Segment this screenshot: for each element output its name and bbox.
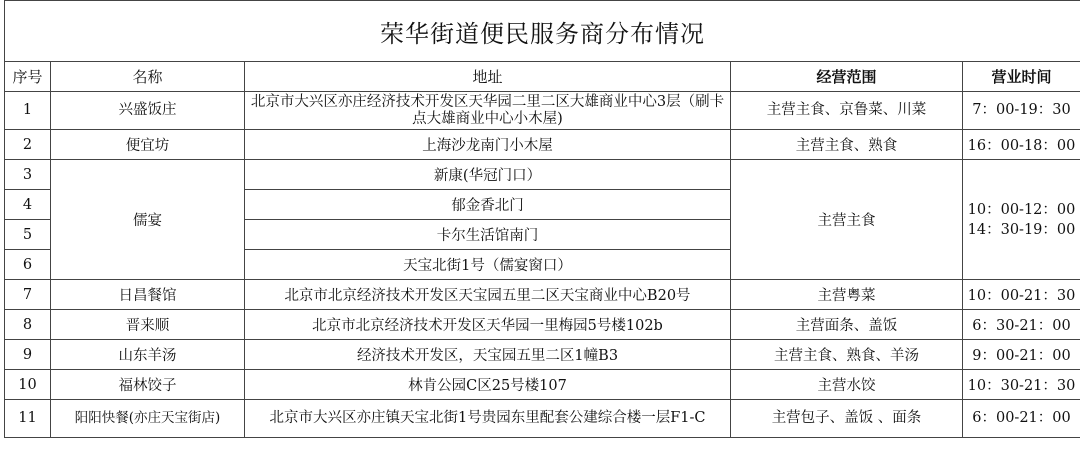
cell-address: 天宝北街1号（儒宴窗口） [245,250,731,280]
cell-address: 北京市大兴区亦庄镇天宝北街1号贵园东里配套公建综合楼一层F1-C [245,400,731,438]
cell-no: 7 [5,280,51,310]
header-row [5,62,1080,92]
cell-address: 北京市北京经济技术开发区天华园一里梅园5号楼102b [245,310,731,340]
cell-address: 卡尔生活馆南门 [245,220,731,250]
cell-name: 日昌餐馆 [51,280,245,310]
table-row [5,92,1080,130]
cell-hours: 10：30-21：30 [963,370,1080,400]
cell-name: 阳阳快餐(亦庄天宝街店) [51,400,245,438]
cell-no: 4 [5,190,51,220]
cell-name: 山东羊汤 [51,340,245,370]
cell-address: 新康(华冠门口） [245,160,731,190]
cell-no: 1 [5,92,51,130]
cell-address: 郁金香北门 [245,190,731,220]
cell-name: 晋来顺 [51,310,245,340]
cell-scope: 主营主食 [731,160,963,280]
table-row [5,310,1080,340]
cell-hours: 16：00-18：00 [963,130,1080,160]
table-row [5,130,1080,160]
table-row [5,280,1080,310]
cell-no: 10 [5,370,51,400]
header-no: 序号 [5,62,51,92]
header-name: 名称 [51,62,245,92]
cell-no: 2 [5,130,51,160]
table-row [5,160,1080,190]
cell-scope: 主营主食、熟食、羊汤 [731,340,963,370]
cell-no: 3 [5,160,51,190]
cell-address: 上海沙龙南门小木屋 [245,130,731,160]
header-scope: 经营范围 [731,62,963,92]
table-row [5,340,1080,370]
header-address: 地址 [245,62,731,92]
header-hours: 营业时间 [963,62,1080,92]
vendor-table [4,0,1080,438]
cell-name: 福林饺子 [51,370,245,400]
cell-scope: 主营包子、盖饭 、面条 [731,400,963,438]
cell-no: 11 [5,400,51,438]
cell-hours: 7：00-19：30 [963,92,1080,130]
cell-address: 北京市北京经济技术开发区天宝园五里二区天宝商业中心B20号 [245,280,731,310]
table-row [5,400,1080,438]
cell-scope: 主营主食、京鲁菜、川菜 [731,92,963,130]
cell-hours: 9：00-21：00 [963,340,1080,370]
table-row [5,370,1080,400]
cell-no: 6 [5,250,51,280]
cell-address: 北京市大兴区亦庄经济技术开发区天华园二里二区大雄商业中心3层（刷卡点大雄商业中心小木屋) [245,92,731,130]
cell-hours: 6：00-21：00 [963,400,1080,438]
cell-no: 5 [5,220,51,250]
cell-no: 9 [5,340,51,370]
cell-scope: 主营面条、盖饭 [731,310,963,340]
cell-name: 兴盛饭庄 [51,92,245,130]
cell-name: 便宜坊 [51,130,245,160]
cell-address: 林肯公园C区25号楼107 [245,370,731,400]
cell-hours: 10：00-12：00 14：30-19：00 [963,160,1080,280]
cell-address: 经济技术开发区，天宝园五里二区1幢B3 [245,340,731,370]
cell-scope: 主营水饺 [731,370,963,400]
cell-name: 儒宴 [51,160,245,280]
cell-hours: 10：00-21：30 [963,280,1080,310]
cell-no: 8 [5,310,51,340]
page-title: 荣华街道便民服务商分布情况 [5,1,1080,62]
cell-scope: 主营主食、熟食 [731,130,963,160]
cell-hours: 6：30-21：00 [963,310,1080,340]
cell-scope: 主营粤菜 [731,280,963,310]
